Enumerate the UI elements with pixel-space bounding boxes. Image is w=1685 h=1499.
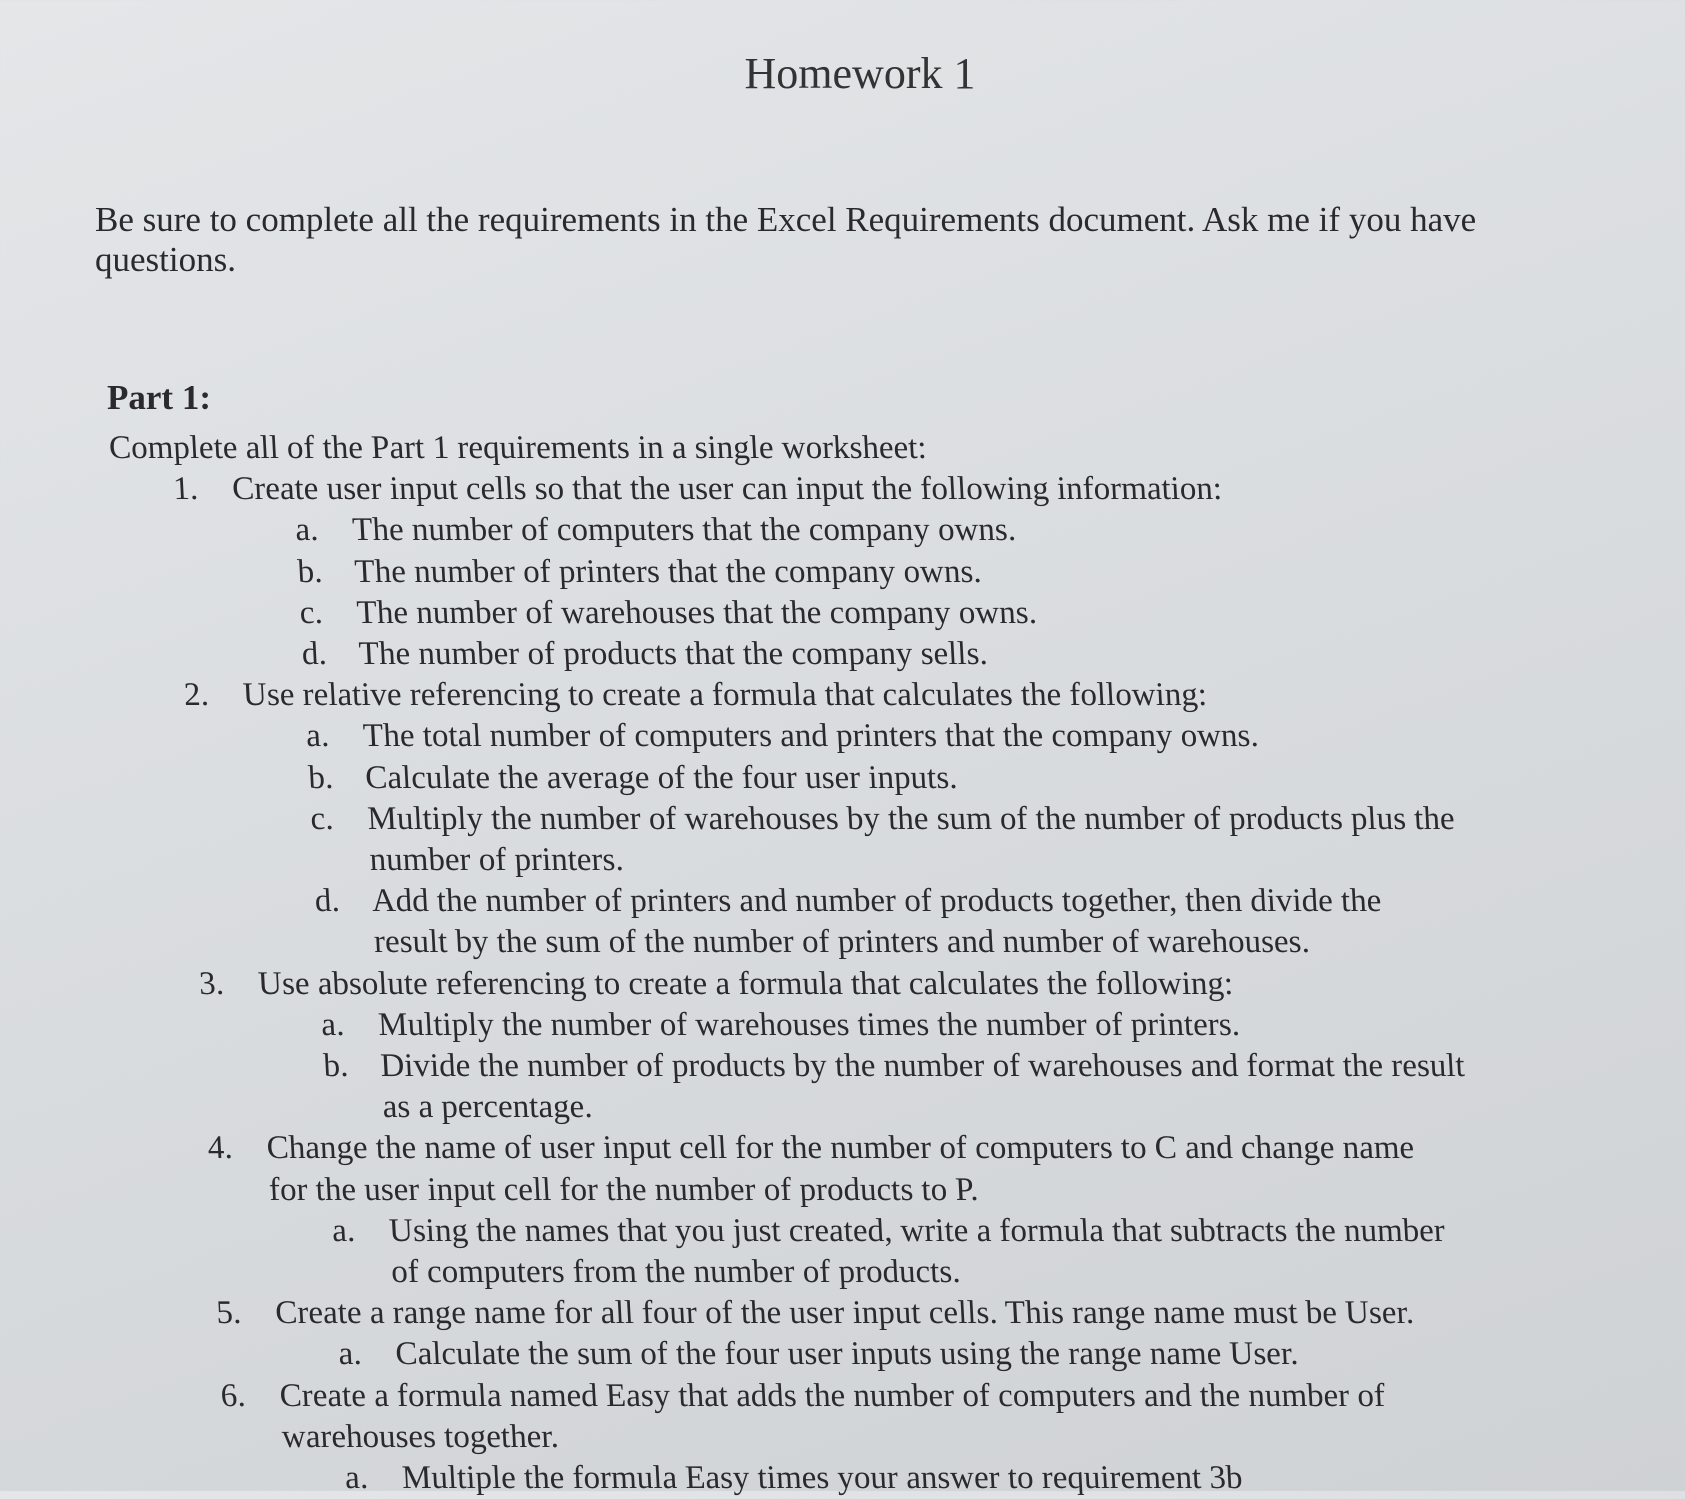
sub-text-continuation: as a percentage.	[381, 1089, 594, 1126]
sub-text: The total number of computers and printers that the company owns.	[362, 718, 1260, 755]
sub-label: a.	[294, 512, 320, 549]
sub-label: c.	[309, 800, 335, 837]
sub-item	[138, 1005, 1685, 1046]
part-heading: Part 1:	[107, 378, 211, 417]
document-title: Homework 1	[744, 49, 976, 98]
sub-text: Calculate the average of the four user inputs.	[364, 759, 959, 796]
item-text: Create a formula named Easy that adds the number of computers and the number of	[278, 1377, 1386, 1414]
item-number: 1.	[172, 471, 199, 508]
sub-item	[119, 634, 1681, 675]
item-text-continuation: for the user input cell for the number of products to P.	[267, 1171, 980, 1208]
requirement-item	[158, 1376, 1685, 1417]
sub-label: d.	[300, 636, 328, 673]
sub-label: a.	[305, 718, 331, 755]
requirement-item	[121, 675, 1683, 716]
sub-item	[112, 510, 1674, 551]
sub-label: c.	[298, 594, 324, 631]
item-text: Use relative referencing to create a formula that calculates the following:	[242, 677, 1208, 714]
sub-item	[114, 552, 1676, 593]
item-number: 2.	[183, 677, 210, 714]
sub-item	[149, 1211, 1685, 1252]
sub-text: Multiply the number of warehouses times the number of printers.	[377, 1006, 1241, 1043]
sub-label: b.	[307, 759, 335, 796]
sub-label: a.	[344, 1460, 369, 1497]
sub-item	[123, 716, 1685, 757]
sub-label: d.	[313, 883, 341, 920]
sub-text-continuation: result by the sum of the number of printers and number of warehouses.	[373, 924, 1311, 961]
sub-text: Using the names that you just created, write a formula that subtracts the number	[388, 1212, 1446, 1249]
requirement-item	[145, 1128, 1685, 1169]
sub-text: Multiply the number of warehouses by the sum of the number of products plus the	[366, 800, 1456, 837]
sub-label: a.	[331, 1212, 356, 1249]
sub-item	[140, 1046, 1685, 1087]
sub-label: a.	[337, 1336, 363, 1373]
item-number: 5.	[215, 1295, 243, 1332]
sub-item	[117, 593, 1679, 634]
sub-item	[125, 758, 1685, 799]
sub-text-continuation: of computers from the number of products.	[390, 1254, 962, 1291]
sub-text-continuation: number of printers.	[368, 842, 625, 879]
item-text-continuation: warehouses together.	[280, 1418, 560, 1455]
item-number: 4.	[206, 1130, 234, 1167]
requirement-item	[136, 964, 1685, 1005]
sub-text: The number of products that the company sells.	[357, 636, 989, 673]
intro-paragraph: Be sure to complete all the requirements in the Excel Requirements document. Ask me if you have questions.	[95, 200, 1477, 279]
sub-label: a.	[320, 1006, 346, 1043]
sub-text: The number of warehouses that the company owns.	[355, 594, 1038, 631]
sub-text: Divide the number of products by the number of warehouses and format the result	[379, 1048, 1466, 1085]
item-text: Use absolute referencing to create a formula that calculates the following:	[257, 965, 1234, 1002]
sub-text: The number of computers that the company owns.	[351, 512, 1017, 549]
sub-item	[127, 799, 1685, 840]
item-text: Create user input cells so that the user can input the following information:	[231, 471, 1223, 508]
sub-item	[132, 881, 1685, 922]
sub-text: The number of printers that the company owns.	[353, 553, 983, 590]
sub-text: Calculate the sum of the four user inputs using the range name User.	[394, 1336, 1300, 1373]
item-number: 6.	[219, 1377, 247, 1414]
requirements-list	[108, 428, 1685, 1499]
sub-item	[162, 1458, 1685, 1499]
requirement-item	[153, 1293, 1685, 1334]
part-intro: Complete all of the Part 1 requirements in a single worksheet:	[108, 430, 928, 466]
sub-label: b.	[322, 1048, 350, 1085]
sub-label: b.	[296, 553, 324, 590]
item-text: Change the name of user input cell for the number of computers to C and change name	[265, 1130, 1416, 1167]
sub-text: Multiple the formula Easy times your answer to requirement 3b	[401, 1460, 1244, 1497]
sub-item	[156, 1334, 1685, 1375]
item-text: Create a range name for all four of the user input cells. This range name must be User.	[274, 1295, 1415, 1332]
requirement-item	[110, 469, 1672, 510]
sub-text: Add the number of printers and number of products together, then divide the	[370, 883, 1383, 920]
item-number: 3.	[198, 965, 225, 1002]
